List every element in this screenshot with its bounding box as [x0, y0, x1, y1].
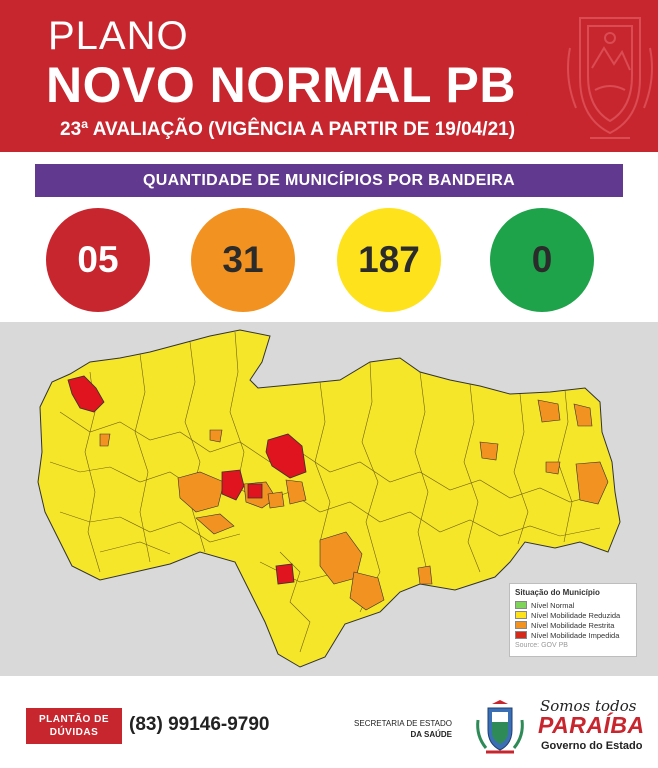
- plantao-line2: DÚVIDAS: [49, 727, 99, 738]
- coat-of-arms-icon: [560, 8, 658, 148]
- legend-swatch: [515, 621, 527, 629]
- count-green-badge: 0: [490, 208, 594, 312]
- map-legend: [509, 583, 637, 657]
- count-yellow-badge: 187: [337, 208, 441, 312]
- legend-item-restrita: [515, 620, 631, 630]
- legend-title: Situação do Município: [515, 588, 600, 597]
- count-red-badge: 05: [46, 208, 150, 312]
- secretaria-line2: DA SAÚDE: [410, 730, 452, 739]
- legend-swatch: [515, 611, 527, 619]
- red-municipality-5: [276, 564, 294, 584]
- governo-do-estado: Governo do Estado: [541, 740, 643, 752]
- plantao-line1: PLANTÃO DE: [39, 714, 109, 725]
- page-title: NOVO NORMAL PB: [46, 57, 516, 113]
- count-orange-badge: 31: [191, 208, 295, 312]
- legend-source: Source: GOV PB: [515, 642, 568, 649]
- secretaria-line1: SECRETARIA DE ESTADO: [354, 719, 452, 728]
- legend-label: Nível Normal: [531, 600, 575, 610]
- phone-number[interactable]: (83) 99146-9790: [129, 714, 270, 735]
- slogan-paraiba: PARAÍBA: [538, 712, 645, 738]
- legend-label: Nível Mobilidade Reduzida: [531, 610, 621, 620]
- legend-label: Nível Mobilidade Restrita: [531, 620, 615, 630]
- legend-item-impedida: [515, 630, 631, 640]
- header-plano: PLANO: [48, 14, 189, 58]
- red-municipality-4: [248, 484, 262, 498]
- state-coat-of-arms-icon: [474, 700, 526, 756]
- legend-swatch: [515, 631, 527, 639]
- slogan-somos-todos: Somos todos: [540, 697, 637, 715]
- legend-item-normal: [515, 600, 631, 610]
- header-banner: [0, 0, 658, 152]
- section-title-band: QUANTIDADE DE MUNICÍPIOS POR BANDEIRA: [35, 164, 623, 197]
- state-map-panel: [0, 322, 658, 676]
- secretaria-label: [352, 718, 452, 740]
- legend-swatch: [515, 601, 527, 609]
- plantao-duvidas-badge: [26, 708, 122, 744]
- legend-item-reduzida: [515, 610, 631, 620]
- evaluation-subtitle: 23ª AVALIAÇÃO (VIGÊNCIA A PARTIR DE 19/04/21): [60, 119, 516, 140]
- legend-label: Nível Mobilidade Impedida: [531, 630, 620, 640]
